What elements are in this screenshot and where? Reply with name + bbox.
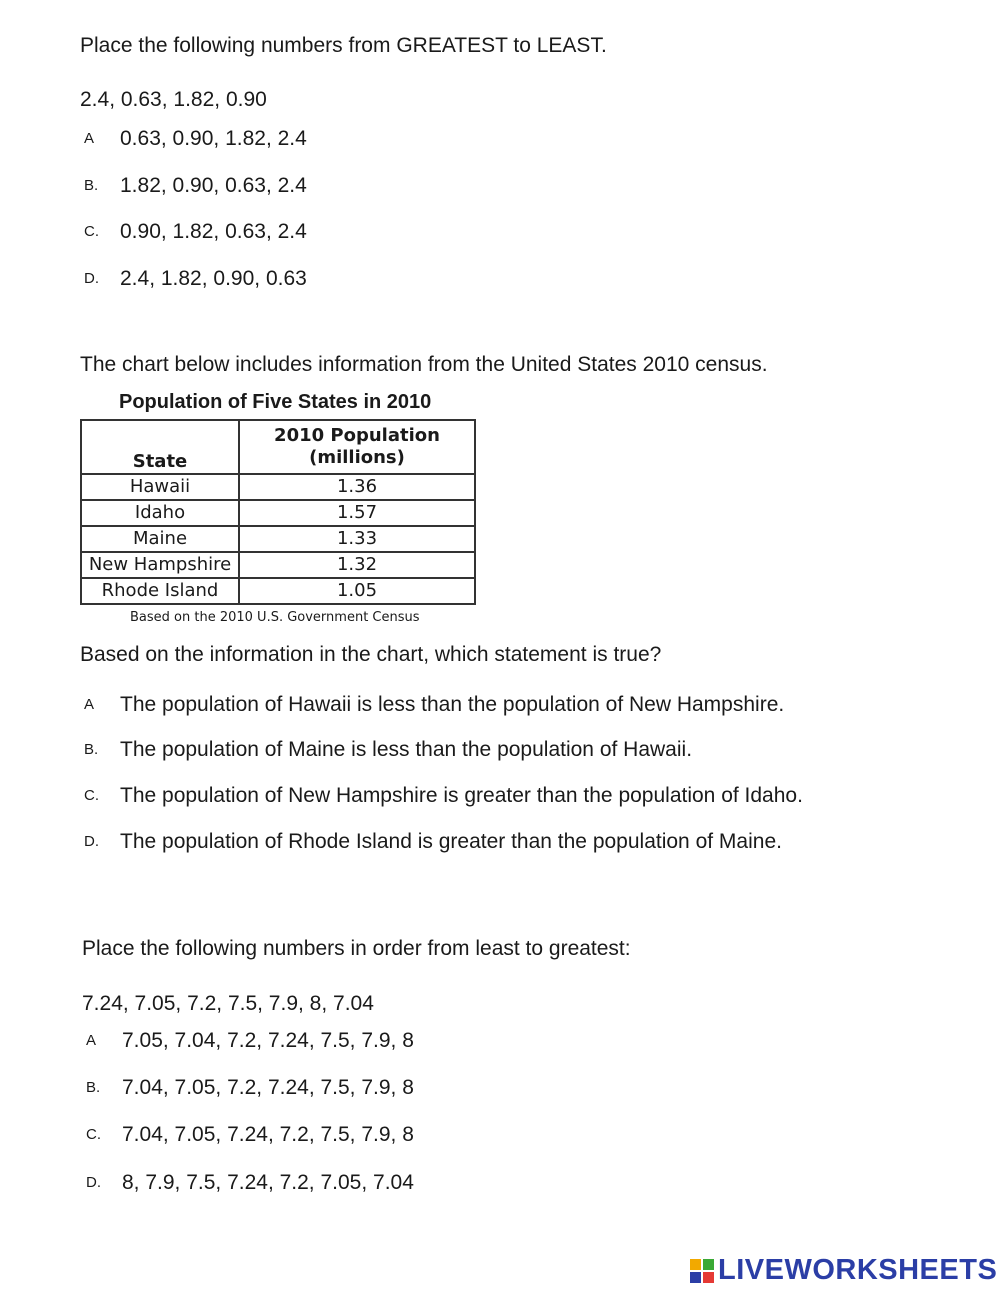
q1-numbers: 2.4, 0.63, 1.82, 0.90 (80, 88, 267, 111)
population-cell: 1.33 (239, 526, 475, 552)
population-cell: 1.36 (239, 474, 475, 500)
population-cell: 1.32 (239, 552, 475, 578)
option-letter: C. (84, 223, 99, 240)
liveworksheets-logo (690, 1254, 997, 1287)
option-text: 8, 7.9, 7.5, 7.24, 7.2, 7.05, 7.04 (122, 1171, 414, 1194)
state-cell: Rhode Island (81, 578, 239, 604)
population-cell: 1.57 (239, 500, 475, 526)
option-letter: B. (84, 741, 99, 758)
option-text: 0.63, 0.90, 1.82, 2.4 (120, 127, 307, 150)
option-letter: A (84, 130, 95, 147)
logo-text: LIVEWORKSHEETS (718, 1254, 998, 1286)
option-letter: A (86, 1032, 97, 1049)
q2-prompt: Based on the information in the chart, which statement is true? (80, 643, 662, 666)
option-letter: D. (84, 833, 99, 850)
option-text: 7.04, 7.05, 7.2, 7.24, 7.5, 7.9, 8 (122, 1076, 414, 1099)
option-text: The population of Rhode Island is greater than the population of Maine. (120, 830, 782, 853)
header-population-line2: (millions) (309, 447, 405, 468)
option-letter: C. (84, 787, 99, 804)
logo-square-icon (690, 1259, 701, 1270)
logo-square-icon (703, 1259, 714, 1270)
table-row (81, 526, 475, 552)
logo-square-icon (703, 1272, 714, 1283)
option-text: 7.05, 7.04, 7.2, 7.24, 7.5, 7.9, 8 (122, 1029, 414, 1052)
option-text: 0.90, 1.82, 0.63, 2.4 (120, 220, 307, 243)
option-text: 7.04, 7.05, 7.24, 7.2, 7.5, 7.9, 8 (122, 1123, 414, 1146)
option-text: The population of Maine is less than the population of Hawaii. (120, 738, 693, 761)
option-letter: A (84, 696, 95, 713)
state-cell: New Hampshire (81, 552, 239, 578)
header-state: State (81, 420, 239, 474)
option-text: The population of New Hampshire is greater than the population of Idaho. (120, 784, 803, 807)
option-text: 2.4, 1.82, 0.90, 0.63 (120, 267, 307, 290)
option-letter: D. (86, 1174, 101, 1191)
state-cell: Hawaii (81, 474, 239, 500)
state-cell: Idaho (81, 500, 239, 526)
logo-mark-icon (690, 1259, 714, 1283)
logo-square-icon (690, 1272, 701, 1283)
option-letter: C. (86, 1126, 101, 1143)
table-title: Population of Five States in 2010 (119, 391, 432, 413)
option-letter: B. (86, 1079, 101, 1096)
table-row (81, 552, 475, 578)
option-text: 1.82, 0.90, 0.63, 2.4 (120, 174, 307, 197)
population-cell: 1.05 (239, 578, 475, 604)
header-population (239, 420, 475, 474)
option-letter: B. (84, 177, 99, 194)
header-population-line1: 2010 Population (274, 425, 440, 446)
option-letter: D. (84, 270, 99, 287)
table-row (81, 474, 475, 500)
table-row (81, 500, 475, 526)
state-cell: Maine (81, 526, 239, 552)
q3-numbers: 7.24, 7.05, 7.2, 7.5, 7.9, 8, 7.04 (82, 992, 374, 1015)
table-source: Based on the 2010 U.S. Government Census (130, 610, 420, 625)
q1-prompt: Place the following numbers from GREATEST to LEAST. (80, 34, 607, 57)
census-table (80, 419, 476, 605)
option-text: The population of Hawaii is less than the population of New Hampshire. (120, 693, 785, 716)
q3-prompt: Place the following numbers in order from least to greatest: (82, 937, 631, 960)
q2-intro: The chart below includes information from the United States 2010 census. (80, 353, 768, 376)
table-header-row (81, 420, 475, 474)
table-row (81, 578, 475, 604)
